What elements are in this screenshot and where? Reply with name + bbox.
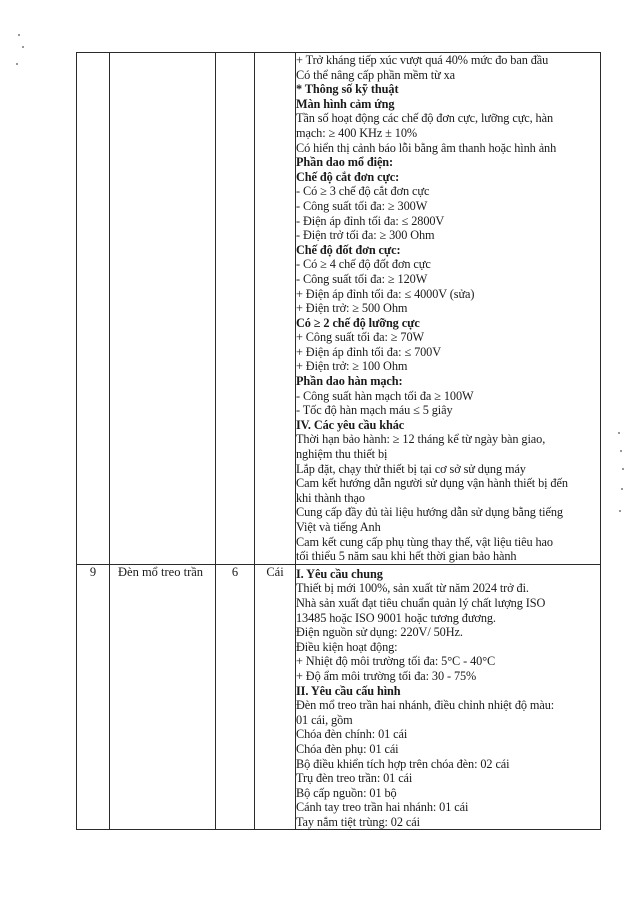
section-heading: * Thông số kỹ thuật — [296, 82, 399, 97]
spec-line: Lắp đặt, chạy thử thiết bị tại cơ sở sử dụng máy — [296, 461, 526, 476]
spec-line: + Nhiệt độ môi trường tối đa: 5°C - 40°C — [296, 654, 496, 669]
table-row-continued — [77, 53, 601, 565]
spec-line: Đèn mổ treo trần hai nhánh, điều chỉnh nhiệt độ màu: — [296, 698, 555, 713]
spec-line: mạch: ≥ 400 KHz ± 10% — [296, 125, 418, 140]
spec-line: Cung cấp đầy đủ tài liệu hướng dẫn sử dụng bằng tiếng — [296, 505, 563, 520]
unit-cell: Cái — [255, 564, 296, 830]
specification-cell — [296, 53, 601, 565]
spec-line: - Tốc độ hàn mạch máu ≤ 5 giây — [296, 403, 453, 418]
table-row-9 — [77, 564, 601, 830]
section-heading: Chế độ đốt đơn cực: — [296, 242, 401, 257]
spec-line: khi thành thạo — [296, 490, 365, 505]
stt-cell — [77, 53, 110, 565]
section-heading: Màn hình cảm ứng — [296, 96, 395, 111]
spec-line: Nhà sản xuất đạt tiêu chuẩn quản lý chất lượng ISO — [296, 595, 546, 610]
spec-line: Có thể nâng cấp phần mềm từ xa — [296, 67, 456, 82]
spec-line: 13485 hoặc ISO 9001 hoặc tương đương. — [296, 610, 496, 625]
spec-line: Thiết bị mới 100%, sản xuất từ năm 2024 trở đi. — [296, 581, 529, 596]
quantity-cell: 6 — [216, 564, 255, 830]
spec-line: nghiệm thu thiết bị — [296, 447, 388, 462]
specification-lines — [296, 565, 600, 830]
spec-line: 01 cái, gồm — [296, 712, 353, 727]
section-heading: Phần dao mổ điện: — [296, 155, 394, 170]
scan-speck — [18, 34, 20, 36]
spec-line: Điều kiện hoạt động: — [296, 639, 398, 654]
scan-speck — [22, 46, 24, 48]
spec-line: Bộ cấp nguồn: 01 bộ — [296, 785, 397, 800]
specification-cell — [296, 564, 601, 830]
spec-line: Tay nắm tiệt trùng: 02 cái — [296, 814, 420, 829]
spec-line: + Trở kháng tiếp xúc vượt quá 40% mức đo ban đầu — [296, 53, 549, 67]
spec-line: Có hiển thị cảnh báo lỗi bằng âm thanh hoặc hình ảnh — [296, 140, 557, 155]
scan-speck — [622, 468, 624, 470]
specification-lines — [296, 53, 600, 564]
spec-line: + Điện trở: ≥ 100 Ohm — [296, 359, 408, 374]
section-heading: Phần dao hàn mạch: — [296, 374, 403, 389]
section-heading: Có ≥ 2 chế độ lưỡng cực — [296, 315, 420, 330]
spec-line: Chóa đèn chính: 01 cái — [296, 727, 408, 742]
spec-line: Bộ điều khiển tích hợp trên chóa đèn: 02 cái — [296, 756, 510, 771]
spec-line: - Điện áp đỉnh tối đa: ≤ 2800V — [296, 213, 445, 228]
spec-line: - Công suất hàn mạch tối đa ≥ 100W — [296, 388, 474, 403]
spec-line: Cam kết hướng dẫn người sử dụng vận hành thiết bị đến — [296, 476, 568, 491]
spec-line: Tần số hoạt động các chế độ đơn cực, lưỡng cực, hàn — [296, 111, 554, 126]
section-heading: I. Yêu cầu chung — [296, 566, 383, 581]
spec-line: + Điện áp đỉnh tối đa: ≤ 4000V (sửa) — [296, 286, 475, 301]
spec-line: tối thiểu 5 năm sau khi hết thời gian bảo hành — [296, 549, 517, 564]
scan-speck — [620, 450, 622, 452]
scan-speck — [16, 63, 18, 65]
scan-speck — [621, 488, 623, 490]
stt-cell: 9 — [77, 564, 110, 830]
scan-speck — [619, 510, 621, 512]
spec-line: Việt và tiếng Anh — [296, 520, 381, 534]
spec-line: Cam kết cung cấp phụ tùng thay thế, vật liệu tiêu hao — [296, 534, 553, 549]
scan-speck — [618, 432, 620, 434]
spec-line: Điện nguồn sử dụng: 220V/ 50Hz. — [296, 625, 463, 640]
spec-line: - Điện trở tối đa: ≥ 300 Ohm — [296, 228, 435, 243]
spec-line: - Có ≥ 3 chế độ cắt đơn cực — [296, 184, 430, 199]
unit-cell — [255, 53, 296, 565]
quantity-cell — [216, 53, 255, 565]
spec-line: - Công suất tối đa: ≥ 120W — [296, 271, 428, 286]
spec-line: + Điện áp đỉnh tối đa: ≤ 700V — [296, 344, 442, 359]
specification-table — [76, 52, 601, 830]
device-name-cell: Đèn mổ treo trần — [110, 564, 216, 830]
section-heading: IV. Các yêu cầu khác — [296, 417, 405, 432]
spec-line: Trụ đèn treo trần: 01 cái — [296, 771, 413, 786]
spec-line: - Công suất tối đa: ≥ 300W — [296, 198, 428, 213]
section-heading: Chế độ cắt đơn cực: — [296, 169, 400, 184]
spec-line: - Có ≥ 4 chế độ đốt đơn cực — [296, 257, 431, 272]
section-heading: II. Yêu cầu cấu hình — [296, 683, 401, 698]
device-name-cell — [110, 53, 216, 565]
spec-line: + Công suất tối đa: ≥ 70W — [296, 330, 424, 345]
spec-line: + Điện trở: ≥ 500 Ohm — [296, 301, 408, 316]
spec-line: Thời hạn bảo hành: ≥ 12 tháng kể từ ngày bàn giao, — [296, 432, 546, 447]
spec-line: Cánh tay treo trần hai nhánh: 01 cái — [296, 800, 469, 815]
spec-line: + Độ ẩm môi trường tối đa: 30 - 75% — [296, 668, 477, 683]
spec-line: Chóa đèn phụ: 01 cái — [296, 741, 399, 756]
